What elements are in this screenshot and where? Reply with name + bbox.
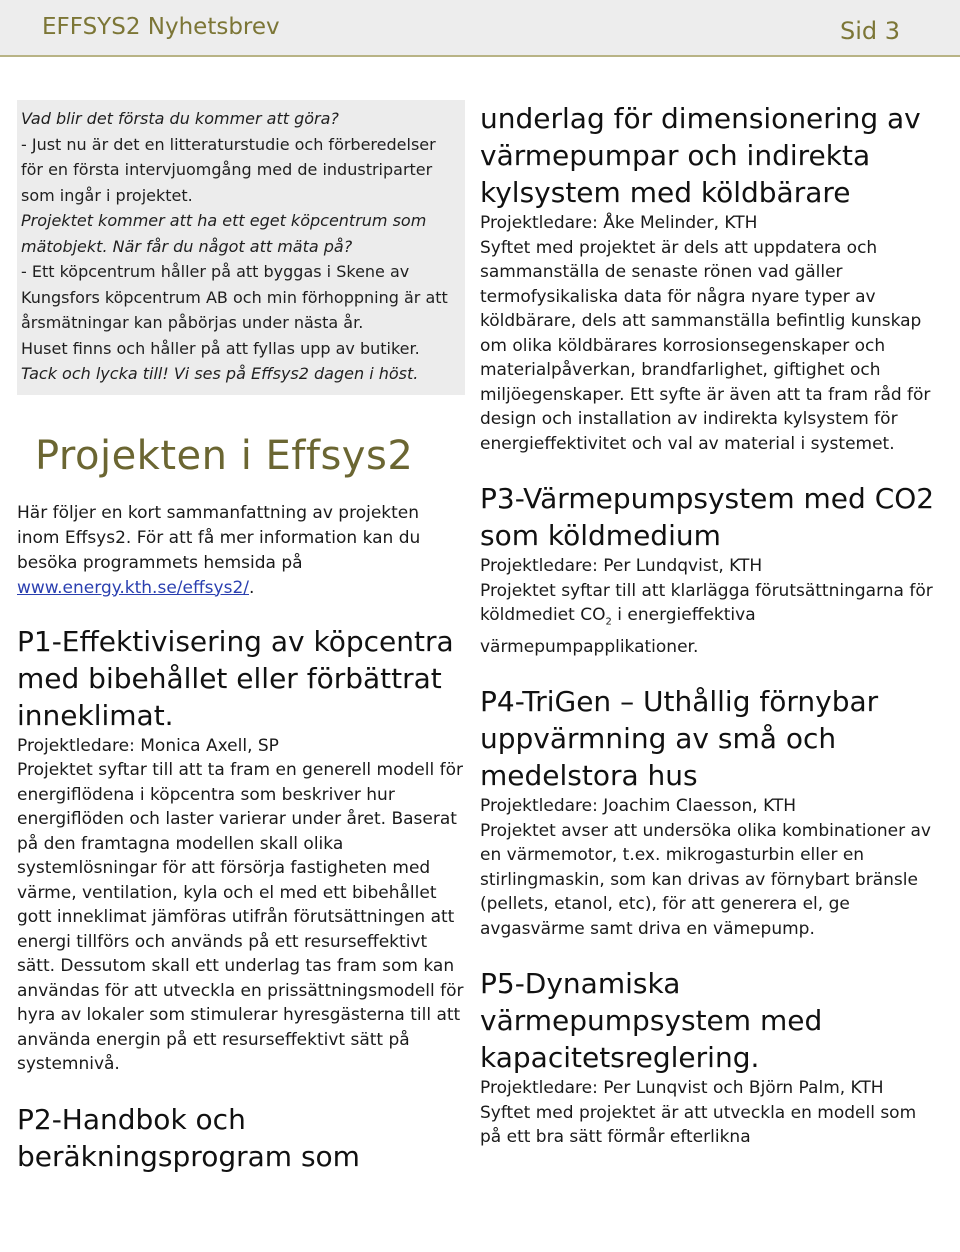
interview-closing: Tack och lycka till! Vi ses på Effsys2 dagen i höst. <box>21 364 419 383</box>
interview-question-1: Vad blir det första du kommer att göra? <box>21 109 339 128</box>
p1-title: P1-Effektivisering av köpcentra med bibehållet eller förbättrat inneklimat. <box>17 624 454 732</box>
section-intro <box>17 501 465 601</box>
p2-leader: Projektledare: Åke Melinder, KTH <box>480 213 758 233</box>
p5-body: Syftet med projektet är att utveckla en modell som på ett bra sätt förmår efterlikna <box>480 1102 917 1148</box>
intro-end: . <box>249 577 255 598</box>
p3-leader: Projektledare: Per Lundqvist, KTH <box>480 556 763 576</box>
p3-body-subscript: 2 <box>605 616 612 628</box>
p1-leader: Projektledare: Monica Axell, SP <box>17 735 279 756</box>
p4-body: Projektet avser att undersöka olika kombinationer av en värmemotor, t.ex. mikrogasturbin eller en stirlingmaskin, som kan drivas av förnybart bränsle (pellets, etanol, etc), för att generera el, ge avgasvärme samt driva en vämepump. <box>480 820 931 939</box>
section-title: Projekten i Effsys2 <box>35 432 414 479</box>
p3-body-a: Projektet syftar till att klarlägga förutsättningarna för köldmediet CO <box>480 580 933 625</box>
p2-title-end: underlag för dimensionering av värmepumpar och indirekta kylsystem med köldbärare <box>480 102 921 209</box>
p3-body-b: i energieffektiva värmepumpapplikationer. <box>480 605 756 657</box>
p5-leader: Projektledare: Per Lunqvist och Björn Palm, KTH <box>480 1078 884 1099</box>
intro-text: Här följer en kort sammanfattning av projekten inom Effsys2. För att få mer information kan du besöka programmets hemsida på <box>17 502 421 573</box>
p2-body: Syftet med projektet är dels att uppdatera och sammanställa de senaste rönen vad gäller termofysikaliska data för några nyare typer av köldbärare, dels att sammanställa befintlig kunskap om olika köldbärares korrosionsegenskaper och materialpåverkan, brandfarlighet, giftighet och miljöegenskaper. Ett syfte är även att ta fram råd för design och installation av indirekta kylsystem för energieffektivitet och val av material i systemet. <box>480 237 931 454</box>
interview-answer-1: - Just nu är det en litteraturstudie och förberedelser för en första intervjuomgång med de industriparter som ingår i projektet. <box>21 134 436 205</box>
p4-title: P4-TriGen – Uthållig förnybar uppvärmning av små och medelstora hus <box>480 685 879 793</box>
p2-title-start: P2-Handbok och beräkningsprogram som <box>17 1102 360 1173</box>
newsletter-title: EFFSYS2 Nyhetsbrev <box>42 14 280 40</box>
p4-leader: Projektledare: Joachim Claesson, KTH <box>480 796 797 817</box>
effsys2-link[interactable]: www.energy.kth.se/effsys2/ <box>17 577 249 598</box>
left-column <box>17 100 465 1175</box>
right-column <box>480 100 942 1174</box>
interview-box <box>17 100 465 395</box>
page-number: Sid 3 <box>839 17 900 45</box>
p3-body <box>480 579 942 660</box>
p1-body: Projektet syftar till att ta fram en generell modell för energiflödena i köpcentra som beskriver hur energiflöden och laster varierar under året. Baserat på den framtagna modellen skall olika systemlösningar för att försörja fastigheten med värme, ventilation, kyla och el med ett bibehållet gott inneklimat jämföras utifrån förutsättningen att energi tillförs och används på ett resurseffektivt sätt. Dessutom skall ett underlag tas fram som kan användas för att utveckla en prissättningsmodell för hyra av lokaler som stimulerar hyresgästerna till att använda energin på ett resurseffektivt sätt på systemnivå. <box>17 760 464 1074</box>
header-divider <box>0 55 960 57</box>
interview-question-2: Projektet kommer att ha ett eget köpcentrum som mätobjekt. När får du något att mäta på? <box>21 211 427 256</box>
interview-answer-3: Huset finns och håller på att fyllas upp av butiker. <box>21 338 420 358</box>
interview-answer-2: - Ett köpcentrum håller på att byggas i Skene av Kungsfors köpcentrum AB och min förhoppning är att årsmätningar kan påbörjas under nästa år. <box>21 262 448 332</box>
p3-title: P3-Värmepumpsystem med CO2 som köldmedium <box>480 482 935 552</box>
page-header <box>0 0 960 55</box>
p5-title: P5-Dynamiska värmepumpsystem med kapacitetsreglering. <box>480 967 823 1075</box>
